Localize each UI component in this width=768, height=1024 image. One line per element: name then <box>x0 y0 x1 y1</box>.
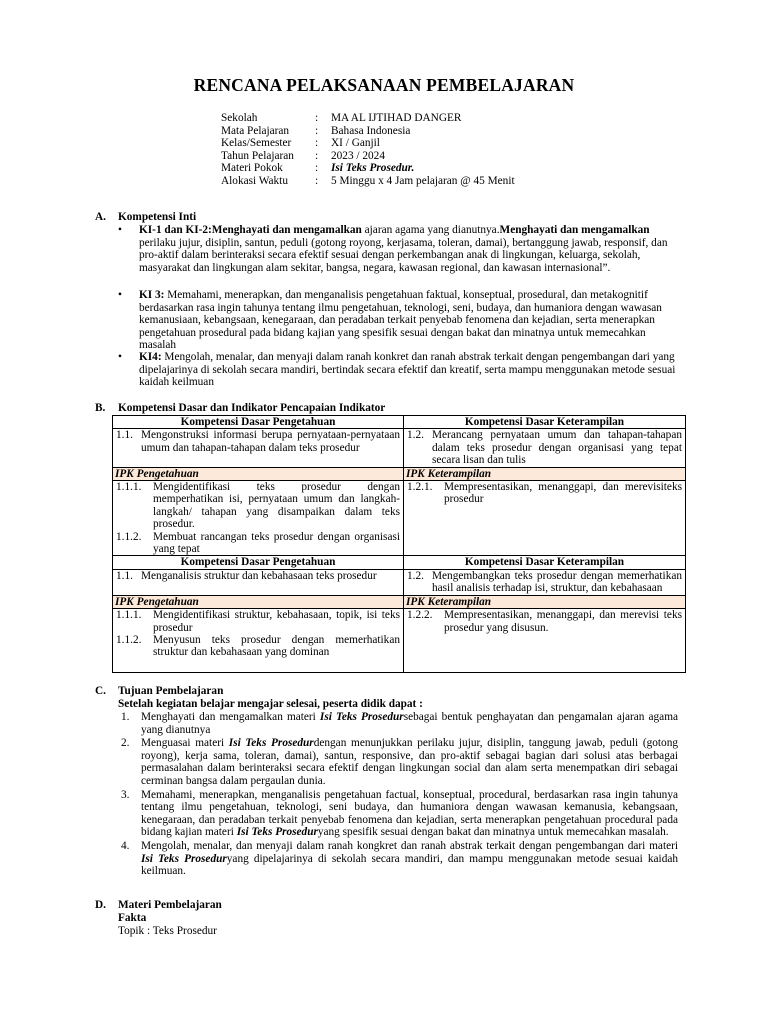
section-title: Kompetensi Dasar dan Indikator Pencapaian Indikator <box>118 402 386 414</box>
info-value: 2023 / 2024 <box>331 149 385 162</box>
ipk-number: 1.2.1. <box>407 481 433 494</box>
section-d-heading <box>95 899 222 912</box>
info-colon: : <box>315 137 319 150</box>
ipk-text: Mempresentasikan, menanggapi, dan merevisiteks prosedur <box>444 481 682 506</box>
bullet-icon: • <box>118 224 122 236</box>
ipk-cell <box>404 609 686 673</box>
ki-text: KI 3: Memahami, menerapkan, dan menganalisis pengetahuan faktual, konseptual, prosedural, dan metakognitif berdasarkan rasa ingin tahunya tentang ilmu pengetahuan, teknologi, seni, budaya, dan humaniora dengan wawasan kemanusiaan, kebangsaan, kenegaraan, dan peradaban terkait penyebab fenomena dan kejadian, serta menerapkan pengetahuan prosedural pada bidang kajian yang spesifik sesuai dengan bakat dan minatnya untuk memecahkan masalah <box>139 289 662 352</box>
ipk-number: 1.2.2. <box>407 609 433 622</box>
info-row-materi <box>221 162 515 175</box>
ipk-cell <box>404 481 686 556</box>
document-title: RENCANA PELAKSANAAN PEMBELAJARAN <box>193 75 575 95</box>
info-colon: : <box>315 124 319 137</box>
info-colon: : <box>315 149 319 162</box>
kd-text: Merancang pernyataan umum dan tahapan-tahapan dalam teks prosedur dengan organisasi yang tepat secara lisan dan tulis <box>432 429 682 467</box>
kd-number: 1.1. <box>116 429 133 442</box>
section-b-heading <box>95 402 385 415</box>
kd-header-row <box>113 556 686 569</box>
item-number: 4. <box>121 839 130 852</box>
bullet-icon: • <box>118 351 122 363</box>
tujuan-item: 3. Memahami, menerapkan, menganalisis pengetahuan factual, konseptual, procedural, berdasarkan rasa ingin tahunya tentang ilmu pengetahuan, teknologi, seni budaya, dan humaniora dengan wawasan kemanusia, kebangsaan, kenegaraan, dan peradaban terkait penyebab fenomena dan kejadian, serta menerapkan pengetahuan procedural pada bidang kajian materi Isi Teks Proseduryang spesifik sesuai dengan bakat dan minatnya untuk memecahkan masalah. <box>121 788 678 839</box>
ipk-row <box>113 609 686 673</box>
ipk-text: Mengidentifikasi teks prosedur dengan memperhatikan isi, pernyataan umum dan langkah-langkah/ tahapan yang disampaikan dalam teks prosedur. <box>153 481 400 531</box>
info-key: Kelas/Semester <box>221 137 292 150</box>
info-row-mapel <box>221 125 515 138</box>
info-key: Materi Pokok <box>221 162 283 175</box>
kd-header-keterampilan: Kompetensi Dasar Keterampilan <box>404 556 686 569</box>
section-title: Kompetensi Inti <box>118 211 197 223</box>
info-row-sekolah <box>221 112 515 125</box>
info-value: XI / Ganjil <box>331 137 380 150</box>
kd-header-row <box>113 416 686 429</box>
kd-cell <box>113 429 404 467</box>
item-number: 1. <box>121 711 130 723</box>
info-key: Mata Pelajaran <box>221 124 290 137</box>
kd-cell <box>404 429 686 467</box>
kd-header-pengetahuan: Kompetensi Dasar Pengetahuan <box>113 416 404 429</box>
ipk-cell <box>113 609 404 673</box>
identity-table <box>221 112 515 188</box>
bullet-icon: • <box>118 289 122 301</box>
tujuan-item: 4. Mengolah, menalar, dan menyaji dalam ranah kongkret dan ranah abstrak terkait dengan pengembangan dari materi Isi Teks Proseduryang dipelajarinya di sekolah secara mandiri, dan mampu menggunakan metode sesuai kaidah keilmuan. <box>121 839 679 878</box>
ipk-header-keterampilan: IPK Keterampilan <box>404 595 686 608</box>
materi-sub: Fakta <box>118 912 147 924</box>
kd-header-keterampilan: Kompetensi Dasar Keterampilan <box>404 416 686 429</box>
item-number: 3. <box>121 788 130 801</box>
kd-text: Mengonstruksi informasi berupa pernyataan-pernyataan umum dan tahapan-tahapan dalam teks prosedur <box>141 429 400 454</box>
kd-number: 1.1. <box>116 569 133 582</box>
info-row-alokasi <box>221 175 515 188</box>
ipk-header-row <box>113 595 686 608</box>
info-row-kelas <box>221 137 515 150</box>
ipk-text: Mempresentasikan, menanggapi, dan merevisi teks prosedur yang disusun. <box>444 609 682 634</box>
section-title: Materi Pembelajaran <box>118 899 222 911</box>
ipk-header-row <box>113 467 686 480</box>
ipk-number: 1.1.1. <box>116 609 142 622</box>
ipk-header-pengetahuan: IPK Pengetahuan <box>113 595 404 608</box>
info-row-tahun <box>221 150 515 163</box>
info-colon: : <box>315 112 319 124</box>
kd-row <box>113 569 686 595</box>
info-value: 5 Minggu x 4 Jam pelajaran @ 45 Menit <box>331 174 515 187</box>
section-c-heading <box>95 685 223 698</box>
section-a-heading <box>95 211 196 224</box>
kd-text: Mengembangkan teks prosedur dengan memerhatikan hasil analisis terhadap isi, struktur, dan kebahasaan <box>432 569 682 595</box>
info-value: MA AL IJTIHAD DANGER <box>331 112 462 124</box>
section-title: Tujuan Pembelajaran <box>118 685 224 697</box>
ipk-text: Membuat rancangan teks prosedur dengan organisasi yang tepat <box>153 530 400 556</box>
materi-topic: Topik : Teks Prosedur <box>118 925 217 937</box>
info-value: Isi Teks Prosedur. <box>331 162 415 175</box>
ipk-header-keterampilan: IPK Keterampilan <box>404 467 686 480</box>
tujuan-intro: Setelah kegiatan belajar mengajar selesai, peserta didik dapat : <box>118 698 423 710</box>
info-key: Alokasi Waktu <box>221 174 288 187</box>
info-colon: : <box>315 162 319 175</box>
kd-number: 1.2. <box>407 569 424 582</box>
ipk-row <box>113 481 686 556</box>
ipk-number: 1.1.2. <box>116 633 142 646</box>
ipk-text: Menyusun teks prosedur dengan memerhatikan struktur dan kebahasaan yang dominan <box>153 633 400 659</box>
kd-cell <box>404 569 686 595</box>
ipk-text: Mengidentifikasi struktur, kebahasaan, topik, isi teks prosedur <box>153 609 400 634</box>
ipk-header-pengetahuan: IPK Pengetahuan <box>113 467 404 480</box>
ki-text: KI-1 dan KI-2:Menghayati dan mengamalkan ajaran agama yang dianutnya.Menghayati dan mengamalkan perilaku jujur, disiplin, santun, peduli (gotong royong, kerjasama, toleran, damai), bertanggung jawab, responsif, dan pro-aktif dalam berinteraksi secara efektif sesuai dengan perkembangan anak di lingkungan, keluarga, sekolah, masyarakat dan lingkungan alam sekitar, bangsa, negara, kawasan regional, dan kawasan internasional”. <box>139 224 668 274</box>
kd-header-pengetahuan: Kompetensi Dasar Pengetahuan <box>113 556 404 569</box>
ki-text: KI4: Mengolah, menalar, dan menyaji dalam ranah konkret dan ranah abstrak terkait dengan pengembangan dari yang dipelajarinya di sekolah secara mandiri, bertindak secara efektif dan kreatif, serta mampu menggunakan metode sesuai kaidah keilmuan <box>139 351 676 389</box>
ki-item <box>118 224 678 274</box>
tujuan-item: 1. Menghayati dan mengamalkan materi Isi Teks Prosedursebagai bentuk penghayatan dan pengamalan ajaran agama yang dianutnya <box>121 711 678 736</box>
kd-row <box>113 429 686 467</box>
ipk-number: 1.1.1. <box>116 481 142 494</box>
kd-ipk-table <box>112 415 686 673</box>
section-letter: D. <box>95 899 106 911</box>
kd-text: Menganalisis struktur dan kebahasaan teks prosedur <box>141 569 377 582</box>
ki-item <box>118 289 678 352</box>
item-number: 2. <box>121 737 130 750</box>
info-key: Sekolah <box>221 112 258 124</box>
ipk-cell <box>113 481 404 556</box>
kd-number: 1.2. <box>407 429 424 442</box>
tujuan-list <box>118 711 678 878</box>
ki-item <box>118 351 678 389</box>
section-letter: A. <box>95 211 106 223</box>
kd-cell <box>113 569 404 595</box>
info-key: Tahun Pelajaran <box>221 149 294 162</box>
info-value: Bahasa Indonesia <box>331 124 411 137</box>
info-colon: : <box>315 174 319 187</box>
section-letter: C. <box>95 685 106 697</box>
section-letter: B. <box>95 402 106 414</box>
ipk-number: 1.1.2. <box>116 530 142 543</box>
tujuan-item: 2. Menguasai materi Isi Teks Prosedurdengan menunjukkan perilaku jujur, disiplin, tanggung jawab, peduli (gotong royong), kerja sama, toleran, damai), santun, responsive, dan pro-aktif sebagai bagian dari solusi atas berbagai permasalahan dalam berinteraksi secara efektif dengan lingkungan social dan alam serta menempatkan diri sebagai cerminan bangsa dalam pergaulan dunia. <box>121 737 678 787</box>
